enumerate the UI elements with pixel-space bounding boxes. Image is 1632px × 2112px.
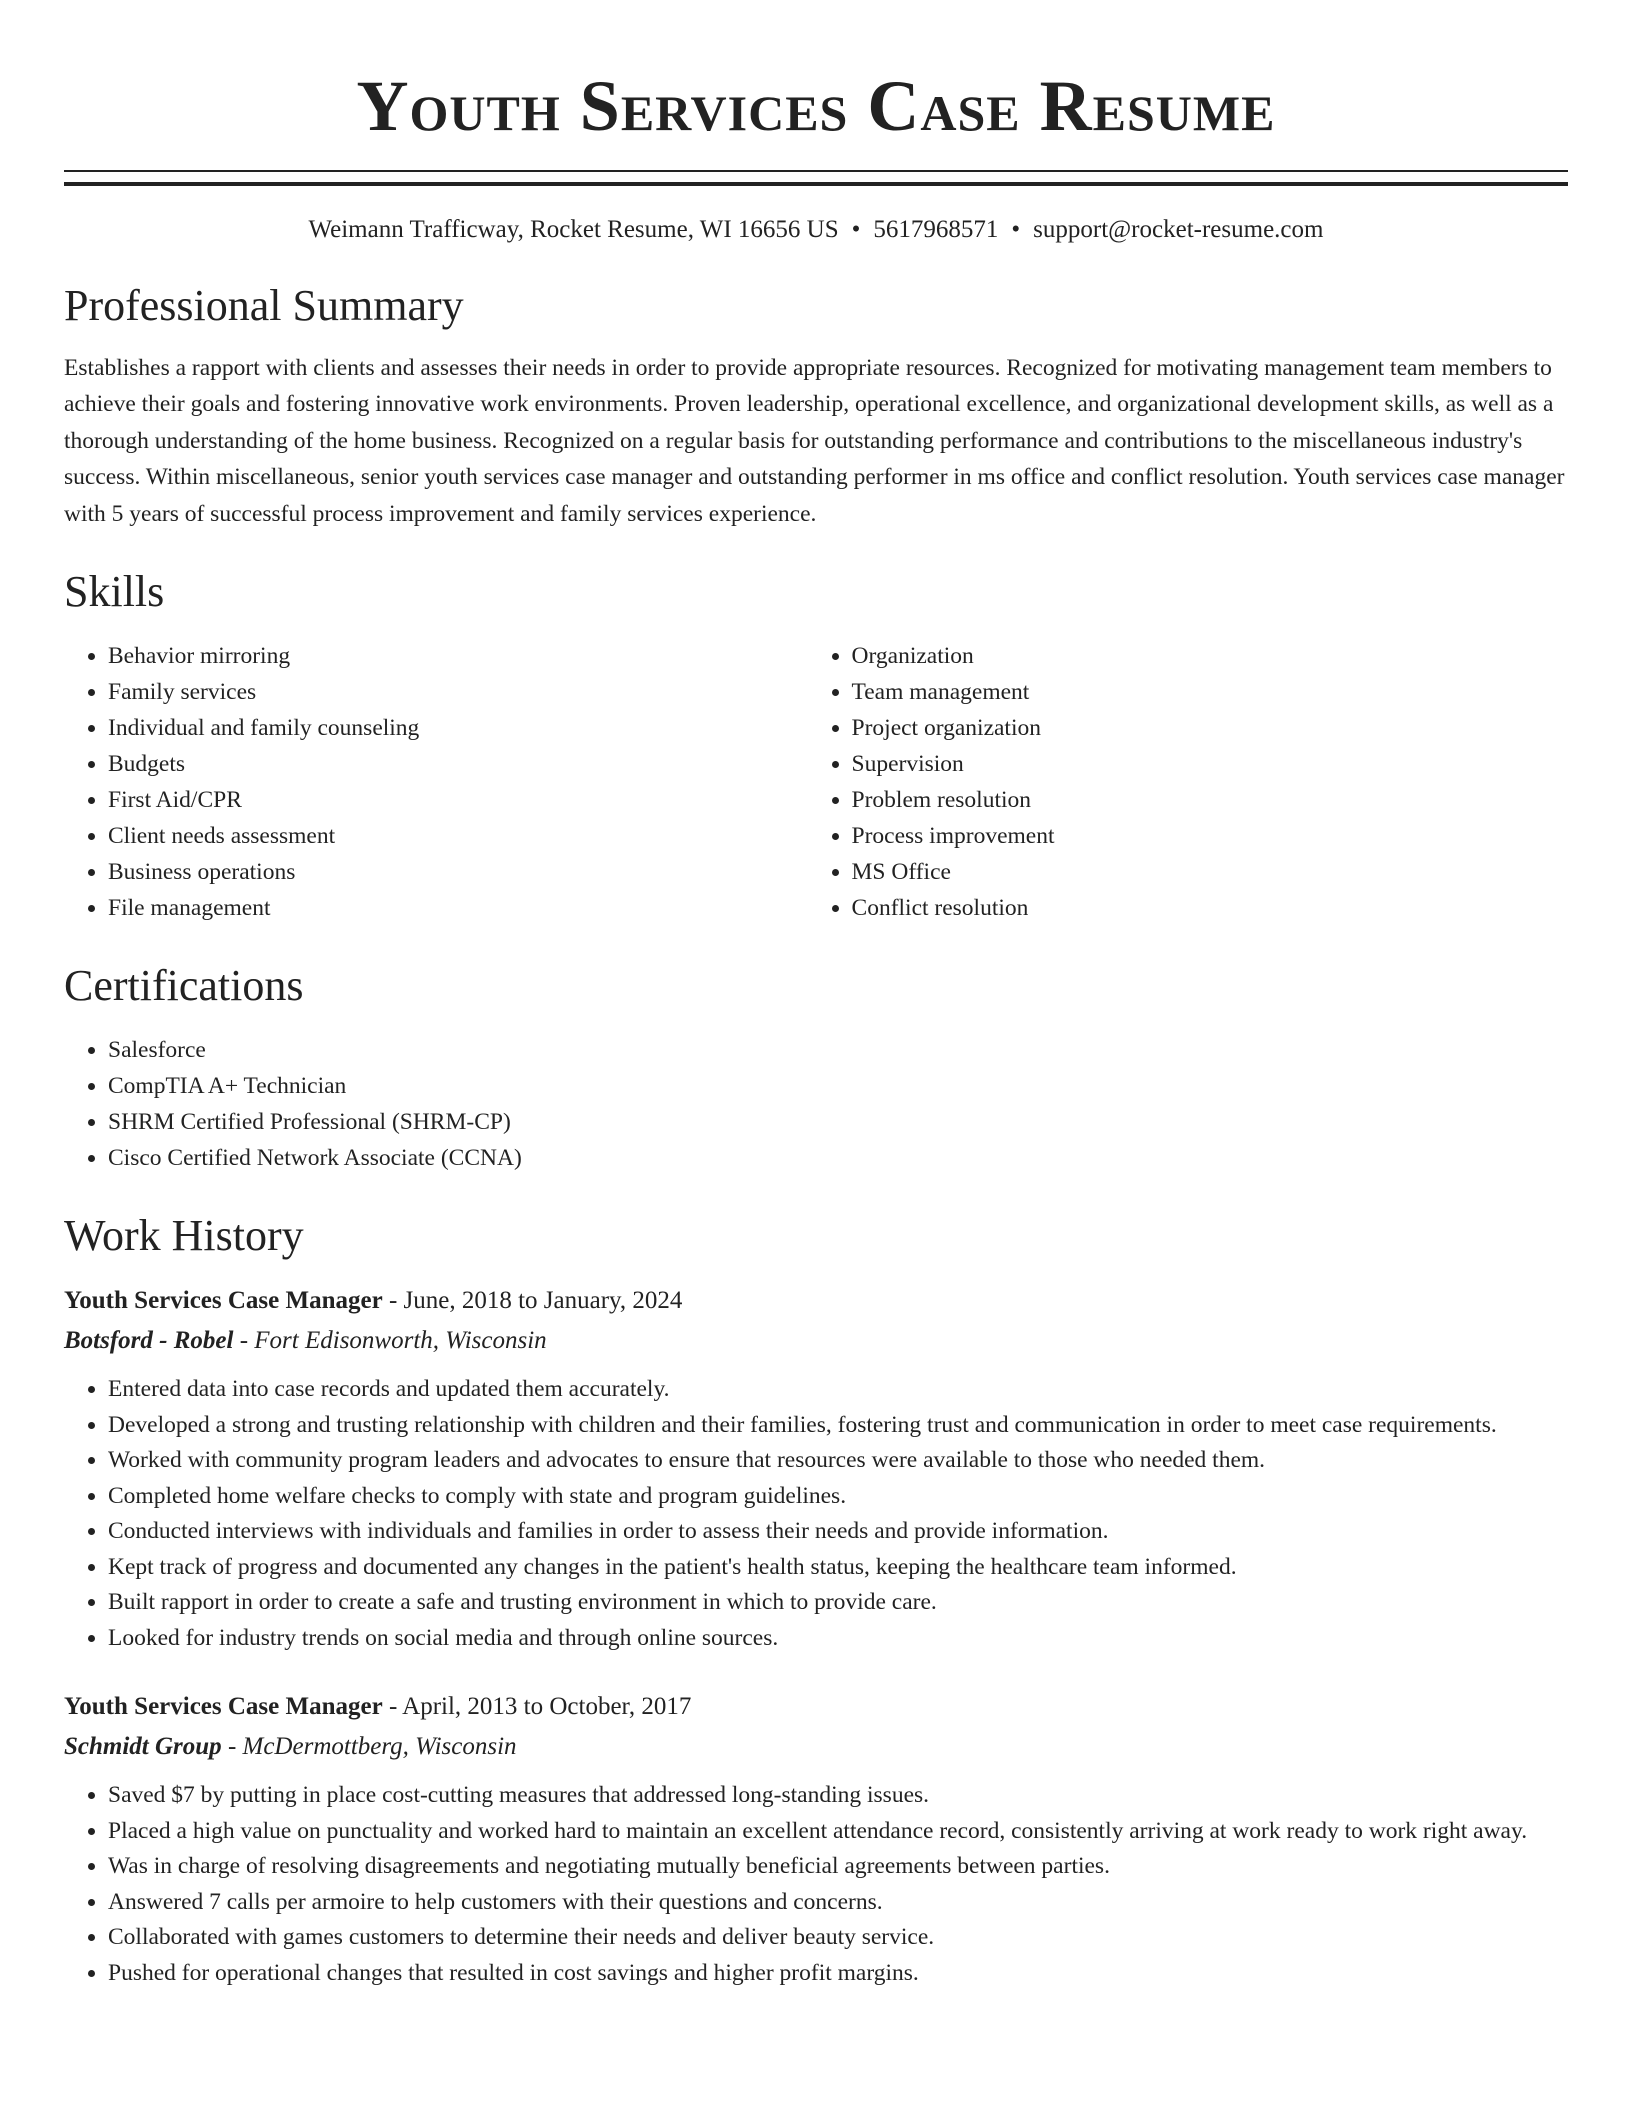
skill-item: • Client needs assessment xyxy=(108,818,808,854)
job-bullet: • Built rapport in order to create a safe and trusting environment in which to provide care. xyxy=(108,1585,1568,1621)
certifications-section xyxy=(64,960,1568,1176)
skill-item: • Organization xyxy=(852,638,1568,674)
job-bullets xyxy=(64,1778,1568,1991)
skill-item: • Conflict resolution xyxy=(852,890,1568,926)
job-bullet: • Completed home welfare checks to comply with state and program guidelines. xyxy=(108,1479,1568,1515)
skill-item: • Individual and family counseling xyxy=(108,710,808,746)
skills-columns xyxy=(64,638,1568,926)
job-company-line xyxy=(64,1322,1568,1360)
skills-list-left xyxy=(64,638,808,926)
certification-item: • Salesforce xyxy=(108,1032,1568,1068)
job-bullet: • Developed a strong and trusting relationship with children and their families, fostering trust and communication in order to meet case requirements. xyxy=(108,1408,1568,1444)
certifications-list xyxy=(64,1032,1568,1176)
job-dates: - June, 2018 to January, 2024 xyxy=(382,1287,683,1315)
job-bullet: • Saved $7 by putting in place cost-cutting measures that addressed long-standing issues. xyxy=(108,1778,1568,1814)
summary-section xyxy=(64,280,1568,532)
contact-line xyxy=(64,214,1568,246)
skill-item: • Team management xyxy=(852,674,1568,710)
contact-separator: • xyxy=(851,216,861,243)
job-bullet: • Was in charge of resolving disagreements and negotiating mutually beneficial agreements between parties. xyxy=(108,1849,1568,1885)
job-bullets xyxy=(64,1372,1568,1656)
title-divider xyxy=(64,170,1568,186)
job-bullet: • Collaborated with games customers to determine their needs and deliver beauty service. xyxy=(108,1920,1568,1956)
contact-phone: 5617968571 xyxy=(873,216,999,243)
job-location: - Fort Edisonworth, Wisconsin xyxy=(233,1327,547,1355)
job-bullet: • Placed a high value on punctuality and worked hard to maintain an excellent attendance record, consistently arriving at work ready to work right away. xyxy=(108,1814,1568,1850)
certification-item: • SHRM Certified Professional (SHRM-CP) xyxy=(108,1104,1568,1140)
job-bullet: • Answered 7 calls per armoire to help customers with their questions and concerns. xyxy=(108,1885,1568,1921)
job-company-line xyxy=(64,1728,1568,1766)
skill-item: • Supervision xyxy=(852,746,1568,782)
skill-item: • First Aid/CPR xyxy=(108,782,808,818)
skill-item: • Behavior mirroring xyxy=(108,638,808,674)
job-dates: - April, 2013 to October, 2017 xyxy=(382,1693,692,1721)
job-entry xyxy=(64,1282,1568,1656)
skill-item: • Family services xyxy=(108,674,808,710)
skill-item: • MS Office xyxy=(852,854,1568,890)
job-location: - McDermottberg, Wisconsin xyxy=(221,1733,517,1761)
job-company: Botsford - Robel xyxy=(64,1327,234,1355)
certification-item: • Cisco Certified Network Associate (CCNA) xyxy=(108,1140,1568,1176)
job-bullet: • Pushed for operational changes that resulted in cost savings and higher profit margins. xyxy=(108,1956,1568,1992)
skill-item: • Process improvement xyxy=(852,818,1568,854)
job-title-line xyxy=(64,1282,1568,1320)
job-title: Youth Services Case Manager xyxy=(64,1693,383,1721)
job-entry xyxy=(64,1688,1568,1991)
job-company: Schmidt Group xyxy=(64,1733,222,1761)
skill-item: • Budgets xyxy=(108,746,808,782)
certifications-heading: Certifications xyxy=(64,961,304,1011)
job-bullet: • Entered data into case records and updated them accurately. xyxy=(108,1372,1568,1408)
skills-list-right xyxy=(808,638,1568,926)
skill-item: • Problem resolution xyxy=(852,782,1568,818)
job-bullet: • Conducted interviews with individuals and families in order to assess their needs and provide information. xyxy=(108,1514,1568,1550)
work-history-section xyxy=(64,1210,1568,1991)
job-bullet: • Worked with community program leaders and advocates to ensure that resources were available to those who needed them. xyxy=(108,1443,1568,1479)
page-title: Youth Services Case Resume xyxy=(356,66,1276,146)
contact-address: Weimann Trafficway, Rocket Resume, WI 16656 US xyxy=(308,216,839,243)
skills-section xyxy=(64,566,1568,926)
contact-email: support@rocket-resume.com xyxy=(1033,216,1324,243)
job-bullet: • Kept track of progress and documented any changes in the patient's health status, keeping the healthcare team informed. xyxy=(108,1550,1568,1586)
certification-item: • CompTIA A+ Technician xyxy=(108,1068,1568,1104)
job-title: Youth Services Case Manager xyxy=(64,1287,383,1315)
job-bullet: • Looked for industry trends on social media and through online sources. xyxy=(108,1621,1568,1657)
skills-heading: Skills xyxy=(64,567,165,617)
summary-heading: Professional Summary xyxy=(64,281,464,330)
summary-text: Establishes a rapport with clients and assesses their needs in order to provide appropriate resources. Recognized for motivating management team members to achieve their goals and fostering innovative work environments. Proven leadership, operational excellence, and organizational development skills, as well as a thorough understanding of the home business. Recognized on a regular basis for outstanding performance and contributions to the miscellaneous industry's success. Within miscellaneous, senior youth services case manager and outstanding performer in ms office and conflict resolution. Youth services case manager with 5 years of successful process improvement and family services experience. xyxy=(64,355,1565,527)
contact-separator: • xyxy=(1011,216,1021,243)
skill-item: • Project organization xyxy=(852,710,1568,746)
job-title-line xyxy=(64,1688,1568,1726)
skill-item: • Business operations xyxy=(108,854,808,890)
skill-item: • File management xyxy=(108,890,808,926)
work-history-heading: Work History xyxy=(64,1211,304,1261)
